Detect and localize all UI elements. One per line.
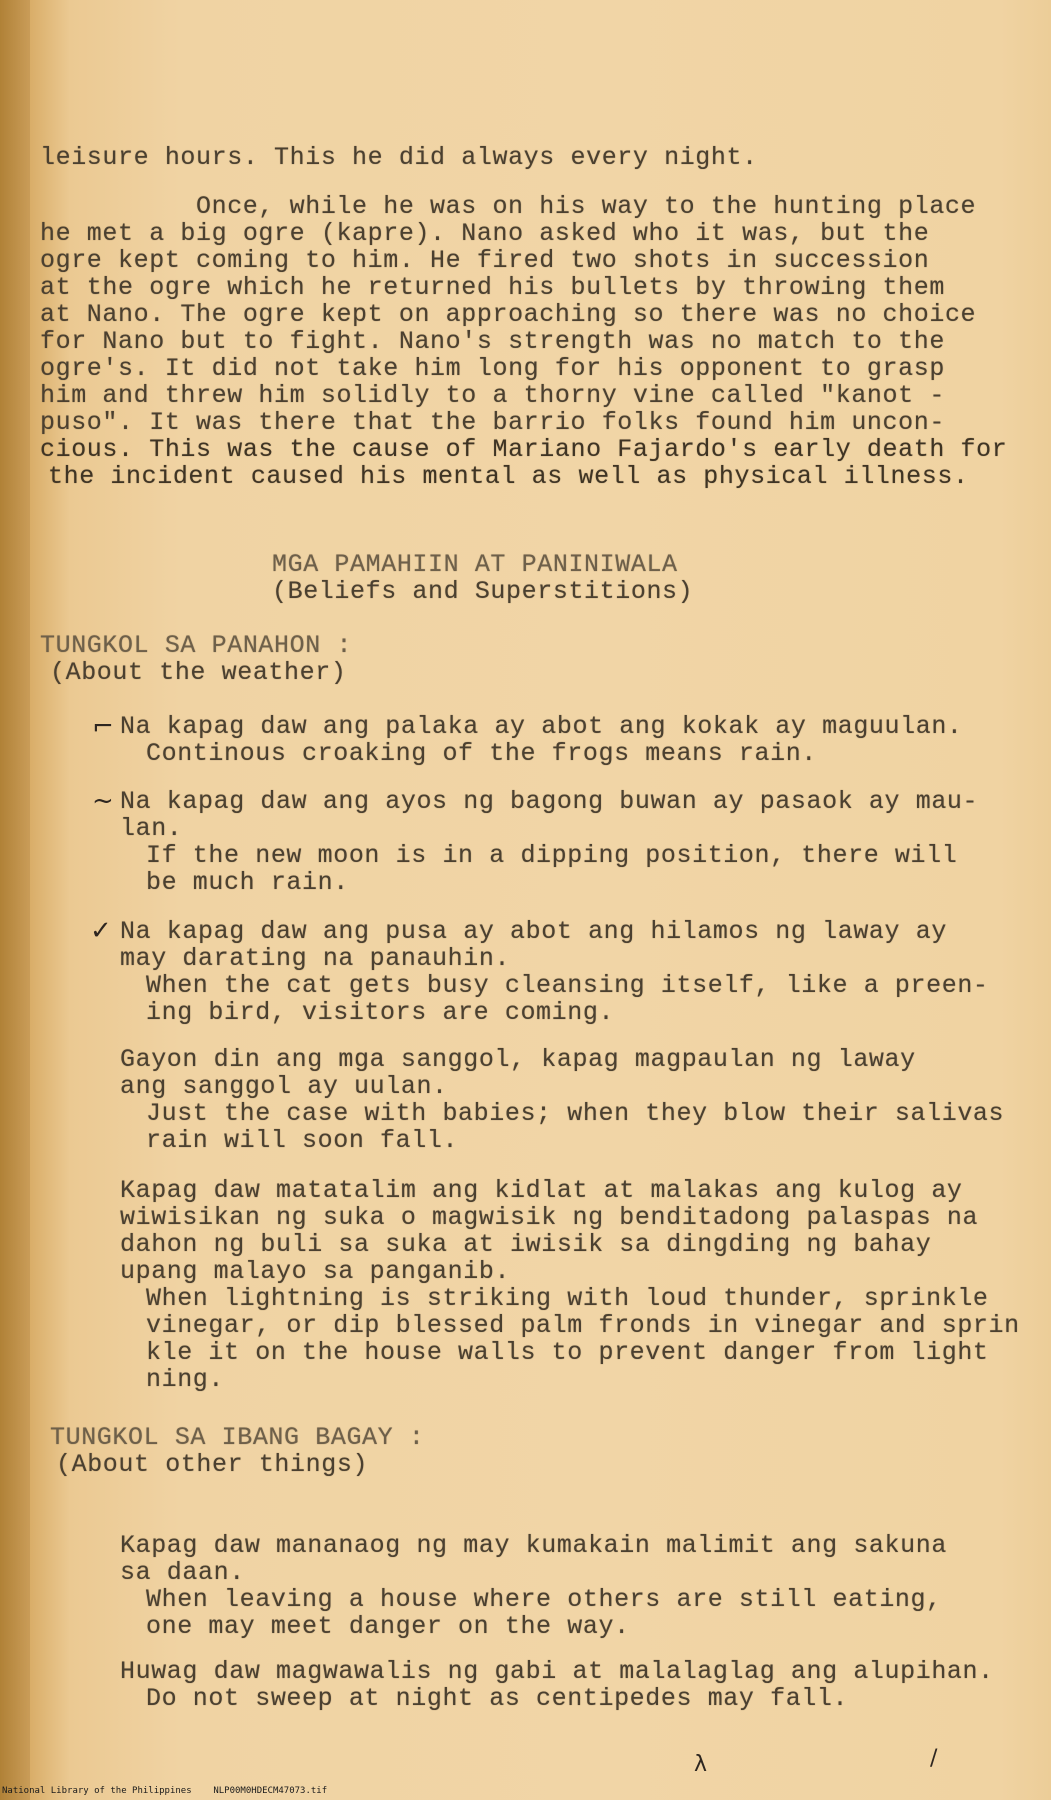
text-line: ogre kept coming to him. He fired two shots in succession [40,246,930,275]
text-line: Kapag daw matatalim ang kidlat at malakas ang kulog ay [120,1176,963,1205]
text-line: ogre's. It did not take him long for his opponent to grasp [40,354,945,383]
text-line: rain will soon fall. [146,1126,459,1155]
text-line: When the cat gets busy cleansing itself, like a preen- [146,971,989,1000]
text-line: Na kapag daw ang ayos ng bagong buwan ay pasaok ay mau- [120,787,979,816]
binding-stain [0,0,30,1800]
footer-library: National Library of the Philippines [2,1786,192,1796]
text-line: ning. [146,1365,225,1394]
subsection-heading-translation: (About the weather) [50,658,347,687]
text-line: him and threw him solidly to a thorny vine called "kanot - [40,381,945,410]
text-line: Gayon din ang mga sanggol, kapag magpaulan ng laway [120,1045,916,1074]
footer-file-id: NLP00M0HDECM47073.tif [213,1786,328,1796]
text-line: be much rain. [146,868,349,897]
subsection-heading: TUNGKOL SA PANAHON : [40,631,353,660]
text-line: When leaving a house where others are still eating, [146,1585,942,1614]
subsection-heading: TUNGKOL SA IBANG BAGAY : [50,1423,425,1452]
text-line: Kapag daw mananaog ng may kumakain malimit ang sakuna [120,1531,947,1560]
text-line: one may meet danger on the way. [146,1612,630,1641]
text-line: Huwag daw magwawalis ng gabi at malalaglag ang alupihan. [120,1657,994,1686]
text-line: Once, while he was on his way to the hunting place [196,192,977,221]
check-mark-icon: ✓ [90,916,112,946]
text-line: the incident caused his mental as well as physical illness. [48,462,969,491]
section-heading-translation: (Beliefs and Superstitions) [272,577,694,606]
text-line: kle it on the house walls to prevent danger from light [146,1338,989,1367]
text-line: If the new moon is in a dipping position, there will [146,841,958,870]
scan-footer [2,1786,327,1796]
text-line: ing bird, visitors are coming. [146,998,615,1027]
text-line: leisure hours. This he did always every night. [40,143,758,172]
text-line: at Nano. The ogre kept on approaching so there was no choice [40,300,977,329]
text-line: Na kapag daw ang pusa ay abot ang hilamos ng laway ay [120,917,947,946]
check-mark-icon: ⌐ [92,712,114,742]
text-line: upang malayo sa panganib. [120,1257,511,1286]
text-line: puso". It was there that the barrio folks found him uncon- [40,408,945,437]
text-line: wiwisikan ng suka o magwisik ng benditadong palaspas na [120,1203,979,1232]
text-line: cious. This was the cause of Mariano Fajardo's early death for [40,435,1008,464]
text-line: he met a big ogre (kapre). Nano asked who it was, but the [40,219,930,248]
text-line: vinegar, or dip blessed palm fronds in vinegar and sprin [146,1311,1020,1340]
text-line: dahon ng buli sa suka at iwisik sa dingding ng bahay [120,1230,932,1259]
text-line: Just the case with babies; when they blow their salivas [146,1099,1005,1128]
pen-mark-icon: / [930,1746,938,1771]
text-line: sa daan. [120,1558,245,1587]
check-mark-icon: ~ [92,786,114,816]
pen-mark-icon: λ [694,1752,708,1777]
text-line: Na kapag daw ang palaka ay abot ang kokak ay maguulan. [120,712,963,741]
text-line: may darating na panauhin. [120,944,511,973]
text-line: ang sanggol ay uulan. [120,1072,448,1101]
text-line: Continous croaking of the frogs means rain. [146,739,817,768]
text-line: When lightning is striking with loud thunder, sprinkle [146,1284,989,1313]
text-line: Do not sweep at night as centipedes may fall. [146,1684,849,1713]
subsection-heading-translation: (About other things) [56,1450,369,1479]
section-heading: MGA PAMAHIIN AT PANINIWALA [272,550,678,579]
text-line: for Nano but to fight. Nano's strength was no match to the [40,327,945,356]
text-line: lan. [120,814,183,843]
text-line: at the ogre which he returned his bullets by throwing them [40,273,945,302]
